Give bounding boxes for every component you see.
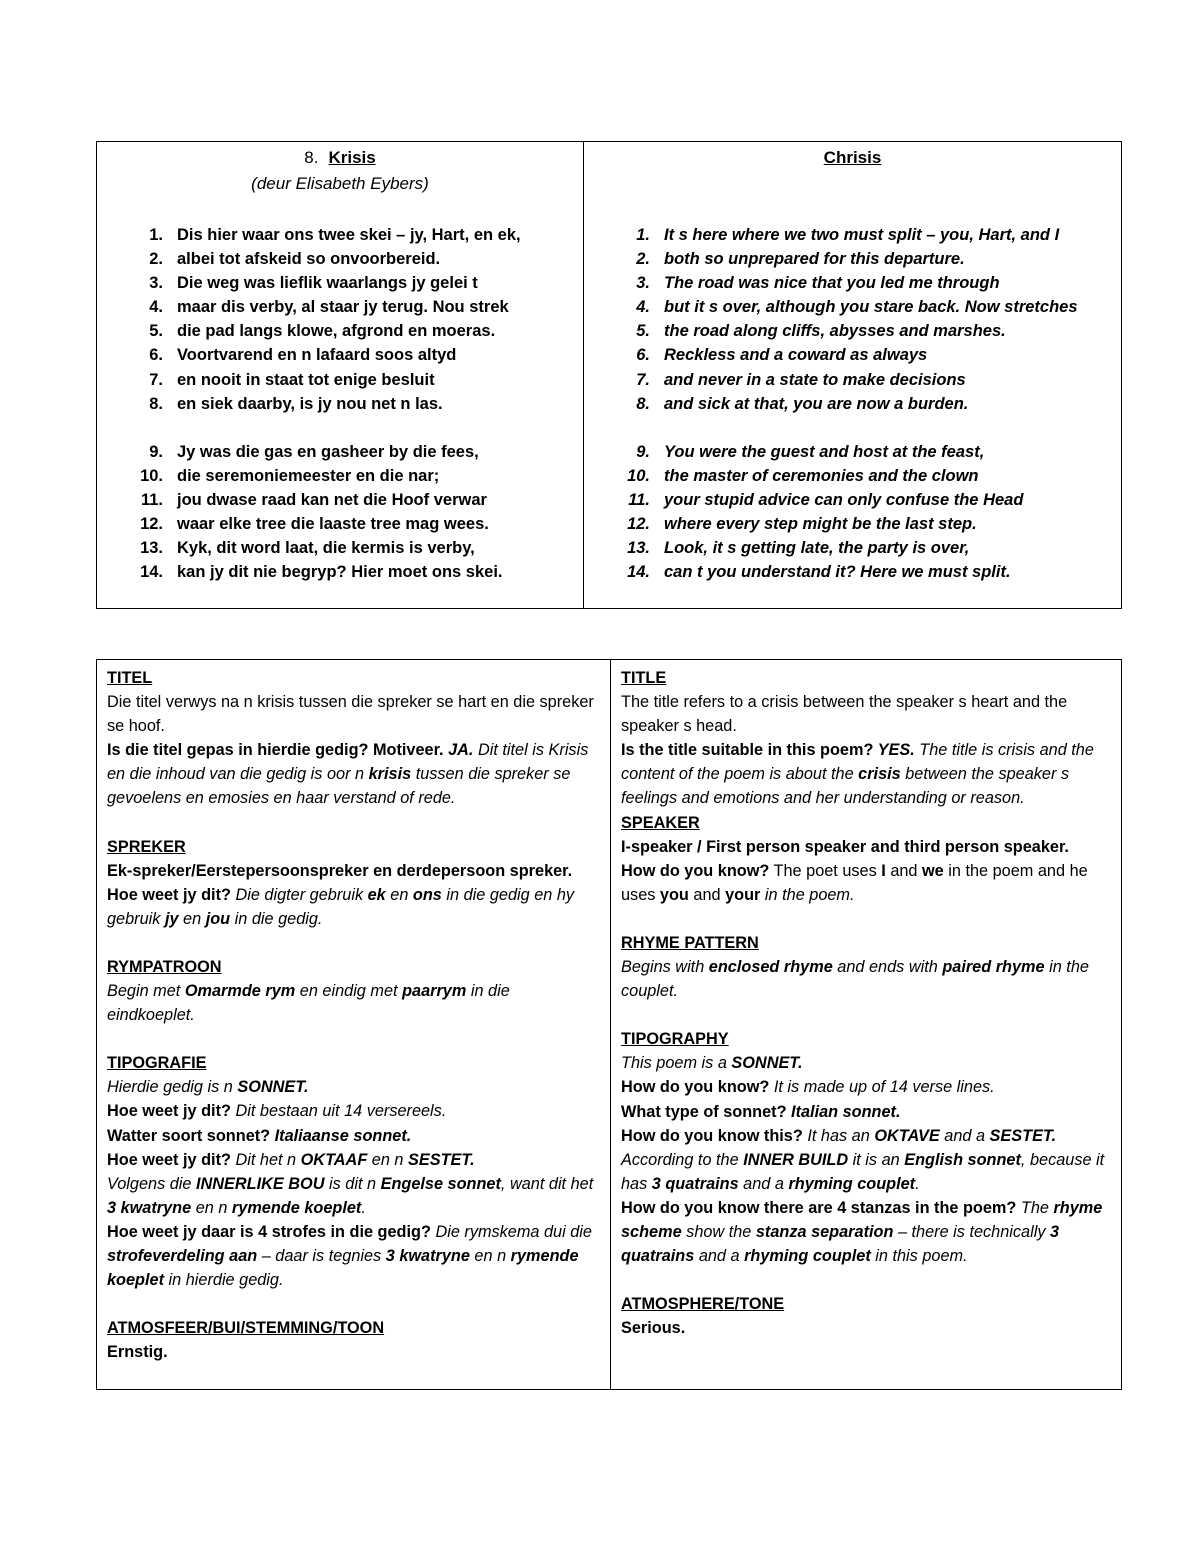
line-text: You were the guest and host at the feast, xyxy=(664,442,985,461)
line-text: can t you understand it? Here we must split. xyxy=(664,563,1011,582)
poem-line xyxy=(97,319,583,343)
line-text: Kyk, dit word laat, die kermis is verby, xyxy=(177,539,475,558)
tipografie-q3: Hoe weet jy dit? Dit het n OKTAAF en n SESTET. xyxy=(107,1150,475,1169)
titel-text: Die titel verwys na n krisis tussen die spreker se hart en die spreker se hoof. xyxy=(107,693,594,736)
line-text: the road along cliffs, abysses and marshes. xyxy=(664,322,1006,341)
section-heading-spreker: SPREKER xyxy=(107,837,186,856)
line-text: both so unprepared for this departure. xyxy=(664,250,965,269)
line-text: kan jy dit nie begryp? Hier moet ons skei. xyxy=(177,563,503,582)
line-text: Voortvarend en n lafaard soos altyd xyxy=(177,346,457,365)
poem-line xyxy=(584,368,1121,392)
line-text: Dis hier waar ons twee skei – jy, Hart, en ek, xyxy=(177,226,521,244)
poem-line xyxy=(584,343,1121,367)
tipografie-q4: Hoe weet jy daar is 4 strofes in die gedig? Die rymskema dui die strofeverdeling aan – daar is tegnies 3 kwatryne en n rymende koeplet in hierdie gedig. xyxy=(107,1222,592,1290)
line-number: 5. xyxy=(149,322,163,341)
line-text: en nooit in staat tot enige besluit xyxy=(177,370,435,389)
analysis-english-column xyxy=(611,660,1121,1389)
line-number: 3. xyxy=(149,274,163,293)
poem-line xyxy=(584,271,1121,295)
section-heading-speaker: SPEAKER xyxy=(621,813,700,832)
spreker-question: Hoe weet jy dit? Die digter gebruik ek en ons in die gedig en hy gebruik jy en jou in die gedig. xyxy=(107,885,575,928)
poem-line xyxy=(584,247,1121,271)
title-text: The title refers to a crisis between the speaker s heart and the speaker s head. xyxy=(621,693,1068,736)
poem-line xyxy=(584,488,1121,512)
line-number: 12. xyxy=(140,515,163,534)
typography-q2: What type of sonnet? Italian sonnet. xyxy=(621,1102,901,1121)
line-text: maar dis verby, al staar jy terug. Nou strek xyxy=(177,298,509,317)
translation-stanza-1 xyxy=(584,223,1121,416)
title-question: Is the title suitable in this poem? YES. The title is crisis and the content of the poem is about the crisis between the speaker s feelings and emotions and her understanding or reason. xyxy=(621,741,1094,808)
line-text: waar elke tree die laaste tree mag wees. xyxy=(177,515,489,534)
analysis-afrikaans-column xyxy=(97,660,611,1389)
line-number: 6. xyxy=(149,346,163,365)
line-text: but it s over, although you stare back. Now stretches xyxy=(664,298,1078,317)
typography-q3: How do you know this? It has an OKTAVE and a SESTET. xyxy=(621,1126,1057,1145)
line-number: 11. xyxy=(628,490,650,509)
translation-title-line xyxy=(584,145,1121,171)
poem-title-line xyxy=(97,145,583,171)
rhyme-text: Begins with enclosed rhyme and ends with paired rhyme in the couplet. xyxy=(621,958,1089,1001)
line-text: where every step might be the last step. xyxy=(664,515,977,534)
tipografie-q1: Hoe weet jy dit? Dit bestaan uit 14 versereels. xyxy=(107,1102,447,1121)
atmosphere-text: Serious. xyxy=(621,1319,686,1338)
poem-line xyxy=(584,319,1121,343)
line-text: It s here where we two must split – you, Hart, and I xyxy=(664,226,1060,244)
poem-number: 8. xyxy=(304,148,319,167)
poem-title: Krisis xyxy=(328,148,376,167)
section-heading-rympatroon: RYMPATROON xyxy=(107,957,222,976)
poem-line xyxy=(97,488,583,512)
line-text: Die weg was lieflik waarlangs jy gelei t xyxy=(177,274,478,293)
poem-line xyxy=(97,368,583,392)
poem-line xyxy=(97,464,583,488)
section-heading-tipografie: TIPOGRAFIE xyxy=(107,1054,207,1073)
poem-afrikaans-column xyxy=(97,142,584,608)
line-text: Jy was die gas en gasheer by die fees, xyxy=(177,442,479,461)
tipografie-text: Hierdie gedig is n SONNET. xyxy=(107,1078,309,1097)
line-number: 9. xyxy=(149,442,163,461)
line-text: die seremoniemeester en die nar; xyxy=(177,466,440,485)
poem-line xyxy=(97,271,583,295)
line-text: albei tot afskeid so onvoorbereid. xyxy=(177,250,441,269)
line-number: 4. xyxy=(636,298,650,317)
poem-stanza-2 xyxy=(97,440,583,585)
line-text: jou dwase raad kan net die Hoof verwar xyxy=(177,490,487,509)
poem-line xyxy=(97,560,583,584)
section-heading-atmosfeer: ATMOSFEER/BUI/STEMMING/TOON xyxy=(107,1319,385,1338)
poem-line xyxy=(97,536,583,560)
poem-line xyxy=(97,392,583,416)
line-text: your stupid advice can only confuse the Head xyxy=(664,490,1024,509)
poem-table xyxy=(96,141,1122,609)
line-text: die pad langs klowe, afgrond en moeras. xyxy=(177,322,496,341)
line-number: 13. xyxy=(140,539,163,558)
section-heading-title: TITLE xyxy=(621,669,667,687)
line-number: 13. xyxy=(627,539,650,558)
line-text: the master of ceremonies and the clown xyxy=(664,466,979,485)
poem-line xyxy=(97,295,583,319)
line-number: 9. xyxy=(636,442,650,461)
line-number: 5. xyxy=(636,322,650,341)
typography-q4: How do you know there are 4 stanzas in the poem? The rhyme scheme show the stanza separation – there is technically 3 quatrains and a rhyming couplet in this poem. xyxy=(621,1198,1103,1266)
line-number: 3. xyxy=(636,274,650,293)
line-number: 8. xyxy=(149,394,163,413)
line-number: 1. xyxy=(149,226,163,244)
poem-line xyxy=(97,343,583,367)
line-number: 2. xyxy=(636,250,650,269)
line-number: 14. xyxy=(140,563,163,582)
tipografie-volgens: Volgens die INNERLIKE BOU is dit n Engelse sonnet, want dit het 3 kwatryne en n rymende koeplet. xyxy=(107,1174,594,1217)
poem-line xyxy=(584,464,1121,488)
typography-q1: How do you know? It is made up of 14 verse lines. xyxy=(621,1078,995,1097)
line-number: 12. xyxy=(627,515,650,534)
tipografie-q2: Watter soort sonnet? Italiaanse sonnet. xyxy=(107,1126,412,1145)
line-number: 7. xyxy=(149,370,163,389)
poem-english-column xyxy=(584,142,1121,608)
line-text: The road was nice that you led me through xyxy=(664,274,1000,293)
line-text: Reckless and a coward as always xyxy=(664,346,928,365)
section-heading-typography: TIPOGRAPHY xyxy=(621,1030,729,1049)
poem-stanza-1 xyxy=(97,223,583,416)
section-heading-titel: TITEL xyxy=(107,669,153,687)
line-number: 1. xyxy=(636,226,650,244)
line-text: en siek daarby, is jy nou net n las. xyxy=(177,394,443,413)
line-number: 10. xyxy=(140,466,163,485)
typography-text: This poem is a SONNET. xyxy=(621,1054,803,1073)
line-number: 4. xyxy=(149,298,163,317)
poem-line xyxy=(584,512,1121,536)
line-number: 7. xyxy=(636,370,650,389)
line-text: and never in a state to make decisions xyxy=(664,370,966,389)
translation-stanza-2 xyxy=(584,440,1121,585)
poem-line xyxy=(97,512,583,536)
poem-line xyxy=(97,247,583,271)
poem-line xyxy=(584,560,1121,584)
rympatroon-text: Begin met Omarmde rym en eindig met paarrym in die eindkoeplet. xyxy=(107,982,510,1025)
spreker-text: Ek-spreker/Eerstepersoonspreker en derdepersoon spreker. xyxy=(107,861,573,880)
line-number: 6. xyxy=(636,346,650,365)
poem-line xyxy=(584,440,1121,464)
line-number: 8. xyxy=(636,394,650,413)
translation-title: Chrisis xyxy=(823,148,882,167)
atmosfeer-text: Ernstig. xyxy=(107,1343,168,1362)
titel-question: Is die titel gepas in hierdie gedig? Motiveer. JA. Dit titel is Krisis en die inhoud van die gedig is oor n krisis tussen die spreker se gevoelens en emosies en haar verstand of rede. xyxy=(107,741,589,808)
line-number: 2. xyxy=(149,250,163,269)
section-heading-rhyme: RHYME PATTERN xyxy=(621,933,759,952)
line-number: 11. xyxy=(140,490,163,509)
poem-line xyxy=(97,223,583,247)
poem-author: (deur Elisabeth Eybers) xyxy=(251,174,429,193)
line-text: Look, it s getting late, the party is over, xyxy=(664,539,970,558)
analysis-table xyxy=(96,659,1122,1390)
poem-line xyxy=(584,536,1121,560)
poem-line xyxy=(584,223,1121,247)
speaker-text: I-speaker / First person speaker and third person speaker. xyxy=(621,837,1069,856)
typography-according: According to the INNER BUILD it is an English sonnet, because it has 3 quatrains and a rhyming couplet. xyxy=(621,1150,1105,1193)
poem-line xyxy=(97,440,583,464)
poem-line xyxy=(584,295,1121,319)
line-number: 10. xyxy=(627,466,650,485)
line-text: and sick at that, you are now a burden. xyxy=(664,394,969,413)
section-heading-atmosphere: ATMOSPHERE/TONE xyxy=(621,1295,785,1314)
line-number: 14. xyxy=(627,563,650,582)
speaker-question: How do you know? The poet uses I and we in the poem and he uses you and your in the poem. xyxy=(621,861,1088,904)
poem-line xyxy=(584,392,1121,416)
